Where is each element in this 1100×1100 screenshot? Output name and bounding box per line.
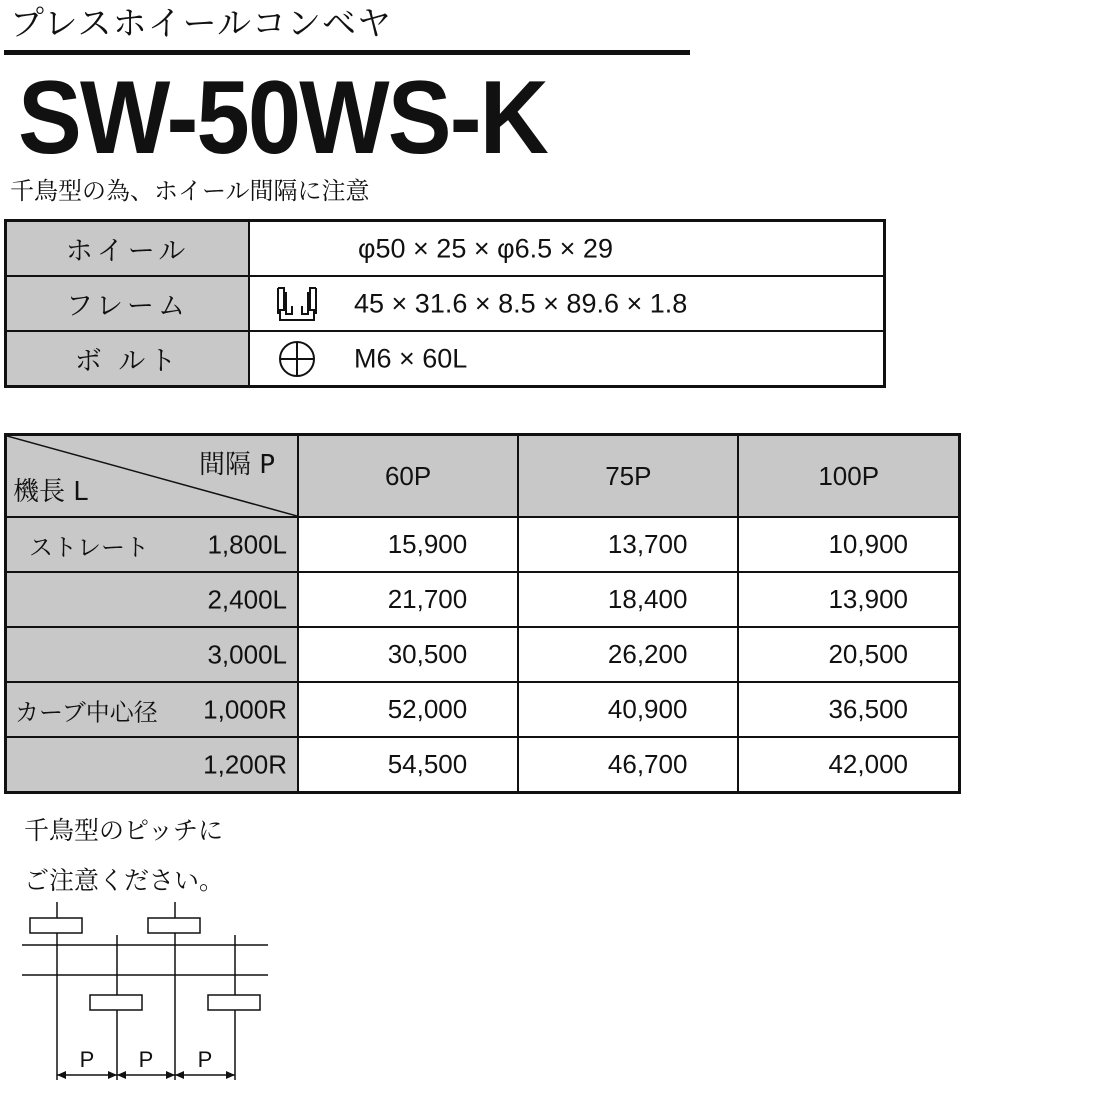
spec-row-frame bbox=[6, 276, 885, 331]
price-cell: 13,900 bbox=[738, 572, 959, 627]
corner-header bbox=[6, 435, 299, 518]
bolt-crosshair-icon bbox=[274, 339, 320, 379]
row-header bbox=[6, 517, 299, 572]
spec-row-wheel bbox=[6, 221, 885, 277]
row-length: 1,800L bbox=[207, 529, 287, 559]
pitch-label: P bbox=[138, 1047, 154, 1072]
row-header bbox=[6, 737, 299, 793]
frame-section-icon bbox=[274, 284, 320, 324]
price-cell: 13,700 bbox=[518, 517, 738, 572]
stagger-pitch-diagram bbox=[0, 890, 300, 1090]
price-cell: 26,200 bbox=[518, 627, 738, 682]
price-cell: 36,500 bbox=[738, 682, 959, 737]
row-length: 1,200R bbox=[203, 749, 287, 779]
spec-value-cell bbox=[249, 221, 885, 277]
price-cell: 46,700 bbox=[518, 737, 738, 793]
row-length: 2,400L bbox=[207, 584, 287, 614]
table-row bbox=[6, 627, 960, 682]
spec-label: ホイール bbox=[6, 221, 250, 277]
row-length: 3,000L bbox=[207, 639, 287, 669]
price-cell: 15,900 bbox=[298, 517, 518, 572]
row-length: 1,000R bbox=[203, 694, 287, 724]
length-header: 機長 L bbox=[13, 477, 88, 507]
price-cell: 52,000 bbox=[298, 682, 518, 737]
pitch-label: P bbox=[79, 1047, 95, 1072]
title-rule bbox=[4, 50, 690, 55]
table-row bbox=[6, 737, 960, 793]
spec-value: 45 × 31.6 × 8.5 × 89.6 × 1.8 bbox=[354, 288, 688, 318]
spec-value-cell bbox=[249, 331, 885, 387]
pitch-label: P bbox=[197, 1047, 213, 1072]
table-row bbox=[6, 682, 960, 737]
pitch-note-line: 千鳥型のピッチに bbox=[24, 816, 224, 845]
spacing-caution-note: 千鳥型の為、ホイール間隔に注意 bbox=[10, 177, 370, 205]
column-header-100p: 100P bbox=[738, 435, 959, 518]
row-header bbox=[6, 627, 299, 682]
row-type: カーブ中心径 bbox=[15, 698, 158, 726]
table-row bbox=[6, 572, 960, 627]
column-header-60p: 60P bbox=[298, 435, 518, 518]
price-cell: 10,900 bbox=[738, 517, 959, 572]
product-category: プレスホイールコンベヤ bbox=[10, 4, 392, 44]
pitch-header: 間隔 P bbox=[199, 450, 275, 480]
pitch-note-line: ご注意ください。 bbox=[24, 866, 225, 895]
price-table bbox=[4, 433, 961, 794]
price-header-row bbox=[6, 435, 960, 518]
price-cell: 40,900 bbox=[518, 682, 738, 737]
column-header-75p: 75P bbox=[518, 435, 738, 518]
model-number: SW-50WS-K bbox=[18, 60, 548, 176]
price-cell: 54,500 bbox=[298, 737, 518, 793]
price-cell: 42,000 bbox=[738, 737, 959, 793]
price-cell: 21,700 bbox=[298, 572, 518, 627]
price-cell: 20,500 bbox=[738, 627, 959, 682]
spec-row-bolt bbox=[6, 331, 885, 387]
spec-value: M6 × 60L bbox=[354, 343, 468, 373]
price-cell: 30,500 bbox=[298, 627, 518, 682]
spec-label: フレーム bbox=[6, 276, 250, 331]
spec-value: φ50 × 25 × φ6.5 × 29 bbox=[358, 233, 613, 263]
row-header bbox=[6, 572, 299, 627]
row-type: ストレート bbox=[29, 533, 149, 561]
spec-value-cell bbox=[249, 276, 885, 331]
row-header bbox=[6, 682, 299, 737]
spec-label: ボ ルト bbox=[6, 331, 250, 387]
table-row bbox=[6, 517, 960, 572]
price-cell: 18,400 bbox=[518, 572, 738, 627]
spec-table bbox=[4, 219, 886, 388]
